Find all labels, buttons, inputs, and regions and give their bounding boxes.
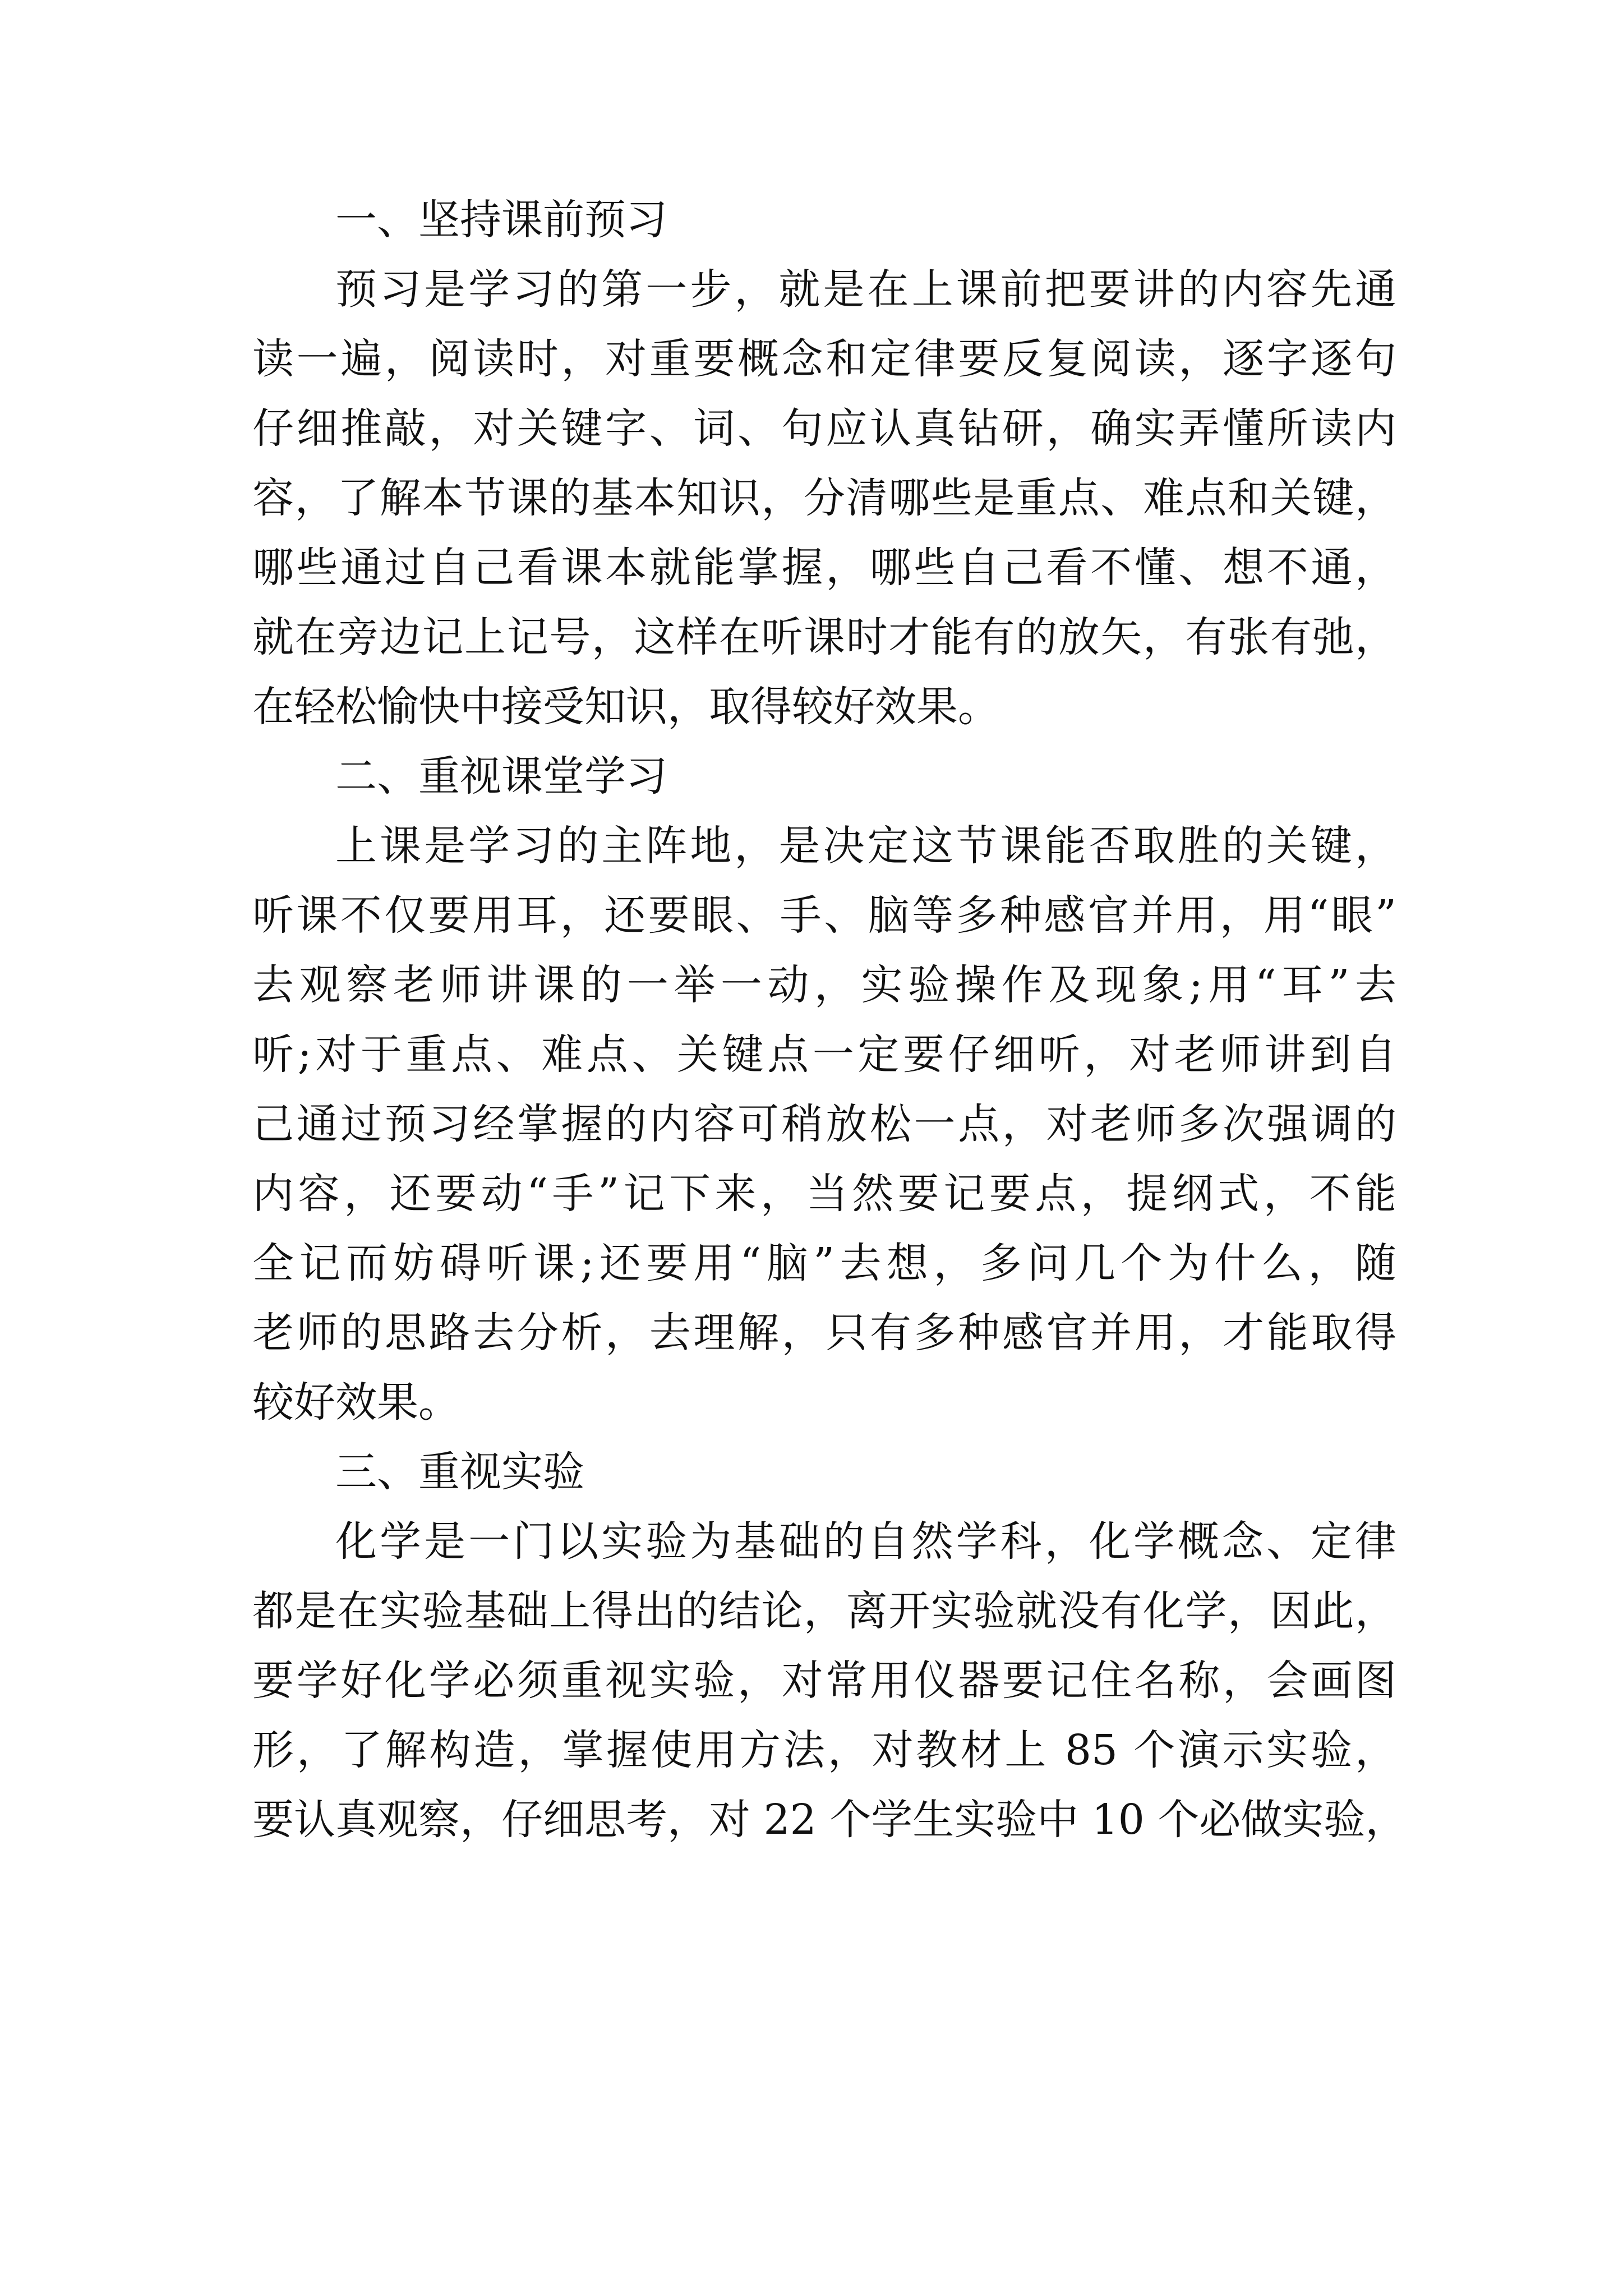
document-body (252, 185, 1407, 1855)
paragraph-line: 要学好化学必须重视实验，对常用仪器要记住名称，会画图 (252, 1657, 1396, 1705)
paragraph-line: 读一遍，阅读时，对重要概念和定律要反复阅读，逐字逐句 (252, 335, 1396, 383)
paragraph-line: 仔细推敲，对关键字、词、句应认真钻研，确实弄懂所读内 (252, 404, 1396, 453)
paragraph-line: 要认真观察，仔细思考，对 22 个学生实验中 10 个必做实验， (252, 1796, 1407, 1844)
paragraph-line: 预习是学习的第一步，就是在上课前把要讲的内容先通 (335, 265, 1396, 314)
paragraph-line: 上课是学习的主阵地，是决定这节课能否取胜的关键， (335, 822, 1396, 870)
paragraph-line: 在轻松愉快中接受知识，取得较好效果。 (252, 683, 999, 731)
section-heading: 三、重视实验 (335, 1448, 584, 1496)
paragraph-line: 老师的思路去分析，去理解，只有多种感官并用，才能取得 (252, 1309, 1396, 1357)
paragraph-line: 己通过预习经掌握的内容可稍放松一点，对老师多次强调的 (252, 1100, 1396, 1148)
section-heading: 二、重视课堂学习 (335, 752, 667, 800)
paragraph-line: 听;对于重点、难点、关键点一定要仔细听，对老师讲到自 (252, 1030, 1396, 1079)
paragraph-line: 形，了解构造，掌握使用方法，对教材上 85 个演示实验， (252, 1726, 1396, 1774)
paragraph-line: 哪些通过自己看课本就能掌握，哪些自己看不懂、想不通， (252, 544, 1396, 592)
paragraph-line: 去观察老师讲课的一举一动，实验操作及现象;用“耳”去 (252, 961, 1396, 1009)
paragraph-line: 就在旁边记上记号，这样在听课时才能有的放矢，有张有弛， (252, 613, 1396, 661)
paragraph-line: 内容，还要动“手”记下来，当然要记要点，提纲式，不能 (252, 1170, 1396, 1218)
paragraph-line: 全记而妨碍听课;还要用“脑”去想，多问几个为什么，随 (252, 1239, 1396, 1287)
paragraph-line: 较好效果。 (252, 1378, 460, 1427)
paragraph-line: 化学是一门以实验为基础的自然学科，化学概念、定律 (335, 1517, 1396, 1566)
paragraph-line: 听课不仅要用耳，还要眼、手、脑等多种感官并用，用“眼” (252, 891, 1396, 940)
paragraph-line: 容，了解本节课的基本知识，分清哪些是重点、难点和关键， (252, 474, 1396, 522)
section-heading: 一、坚持课前预习 (335, 196, 667, 244)
paragraph-line: 都是在实验基础上得出的结论，离开实验就没有化学，因此， (252, 1587, 1396, 1635)
